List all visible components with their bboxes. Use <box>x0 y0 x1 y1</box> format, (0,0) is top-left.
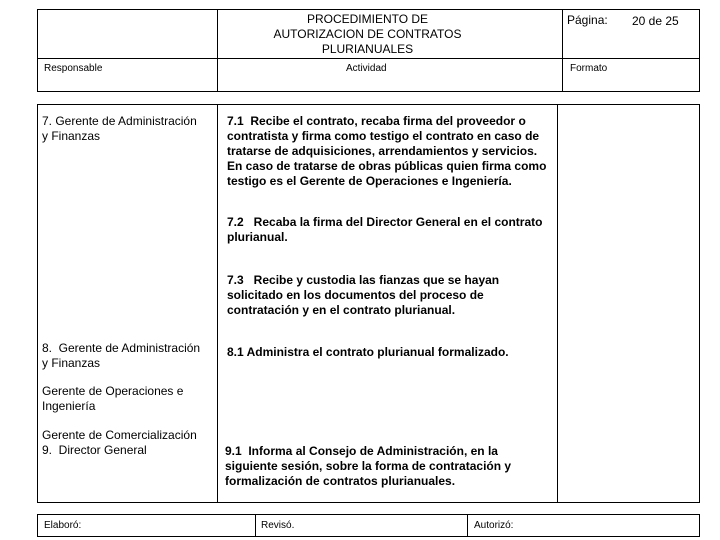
responsible-9: Gerente de Comercialización 9. Director General <box>42 428 197 457</box>
responsible-8: 8. Gerente de Administración y Finanzas <box>42 341 201 370</box>
footer-autorizo: Autorizó: <box>474 520 514 531</box>
header-divider-right <box>562 9 563 92</box>
content-divider-right <box>557 104 558 503</box>
footer-frame <box>37 514 700 537</box>
activity-9-1: 9.1 Informa al Consejo de Administración, en la siguiente sesión, sobre la forma de contratación y formalización de contratos plurianuales. <box>225 444 512 488</box>
page-number: 20 de 25 <box>632 14 679 28</box>
column-header-actividad: Actividad <box>346 63 387 74</box>
title-line-2: AUTORIZACION DE CONTRATOS <box>273 27 462 41</box>
column-header-responsable: Responsable <box>44 63 103 74</box>
footer-elaboro: Elaboró: <box>44 520 82 531</box>
activity-7-2: 7.2 Recaba la firma del Director General en el contrato plurianual. <box>227 215 543 244</box>
footer-divider-1 <box>255 514 256 537</box>
title-line-1: PROCEDIMIENTO DE <box>306 12 429 26</box>
activity-8-1: 8.1 Administra el contrato plurianual formalizado. <box>227 345 509 359</box>
title-line-3: PLURIANUALES <box>321 42 414 56</box>
content-divider-left <box>217 104 218 503</box>
footer-divider-2 <box>467 514 468 537</box>
activity-7-3: 7.3 Recibe y custodia las fianzas que se hayan solicitado en los documentos del proceso de contratación y en el contrato plurianual. <box>227 273 500 317</box>
responsible-8-operaciones: Gerente de Operaciones e Ingeniería <box>42 384 184 413</box>
page-label: Página: <box>567 13 608 27</box>
activity-7-1: 7.1 Recibe el contrato, recaba firma del proveedor o contratista y firma como testigo el contrato en caso de tratarse de adquisiciones, arrendamientos y servicios. En caso de tratarse de obras públicas quien firma como testigo es el Gerente de Operaciones e Ingeniería. <box>227 114 547 188</box>
header-row-divider <box>37 58 700 59</box>
page-title <box>217 12 518 57</box>
responsible-7: 7. Gerente de Administración y Finanzas <box>42 114 197 143</box>
column-header-formato: Formato <box>570 63 608 74</box>
footer-reviso: Revisó. <box>261 520 295 531</box>
